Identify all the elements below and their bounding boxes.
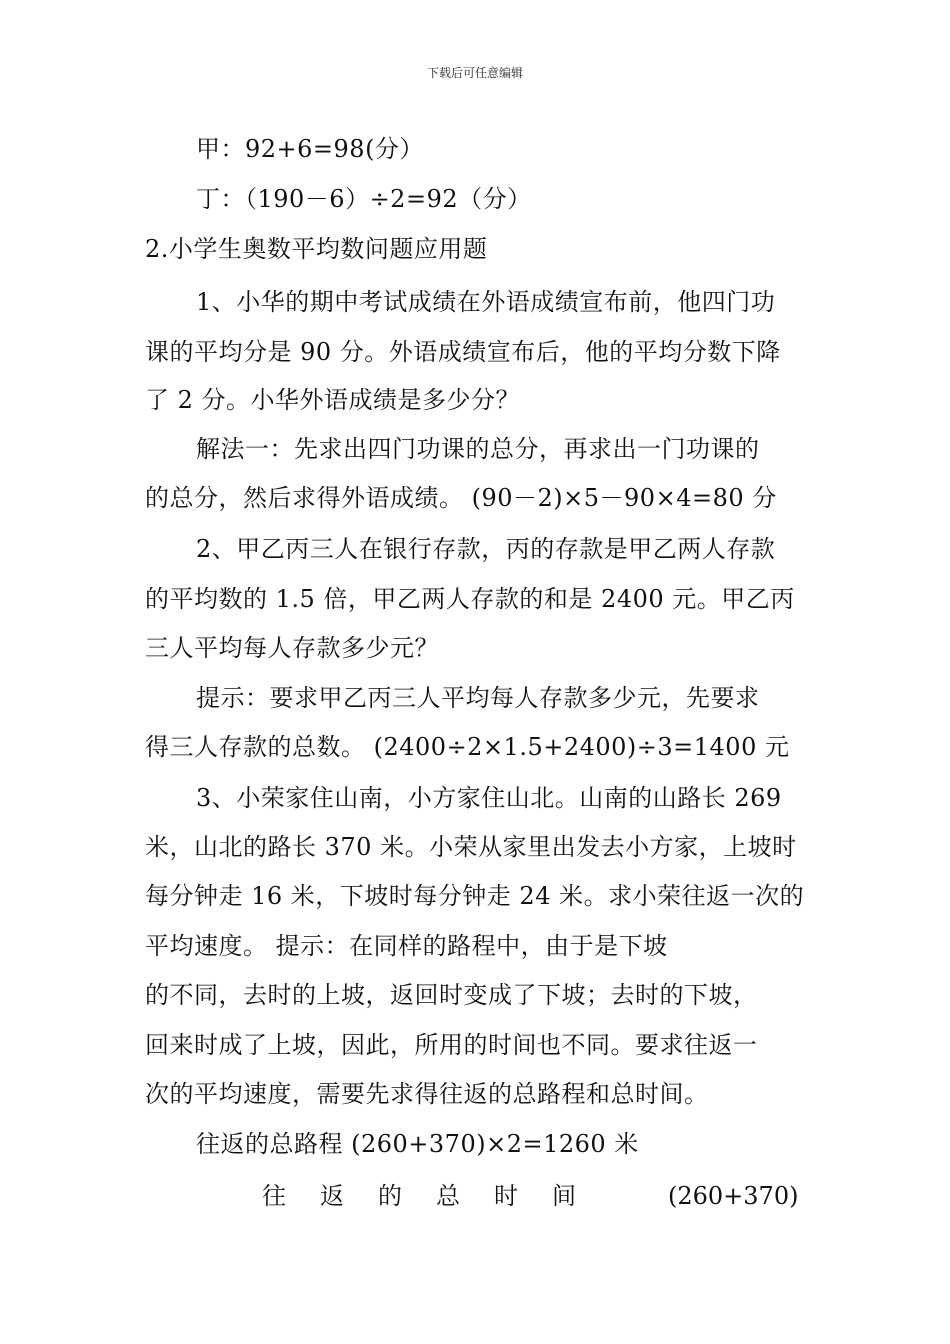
text-line: 每分钟走 16 米，下坡时每分钟走 24 米。求小荣往返一次的: [145, 882, 805, 910]
spread-char: 的: [378, 1182, 402, 1210]
text-line: 得三人存款的总数。 (2400÷2×1.5+2400)÷3=1400 元: [145, 733, 790, 761]
spread-text-line: [262, 1180, 798, 1212]
text-line: 2、甲乙丙三人在银行存款，丙的存款是甲乙两人存款: [196, 535, 776, 563]
text-line: 了 2 分。小华外语成绩是多少分？: [145, 386, 521, 414]
text-line: 往返的总路程 (260+370)×2=1260 米: [196, 1130, 639, 1158]
text-line: 的总分，然后求得外语成绩。 (90－2)×5－90×4=80 分: [145, 484, 777, 512]
spread-char: 间: [552, 1182, 576, 1210]
text-line: 3、小荣家住山南，小方家住山北。山南的山路长 269: [196, 784, 782, 812]
text-line: 三人平均每人存款多少元？: [145, 634, 439, 662]
text-line: 米，山北的路长 370 米。小荣从家里出发去小方家，上坡时: [145, 833, 797, 861]
spread-char: 返: [320, 1182, 344, 1210]
text-line: 甲：92+6=98(分）: [196, 135, 424, 163]
spread-value: (260+370): [668, 1182, 799, 1210]
spread-char: 往: [262, 1182, 286, 1210]
text-line: 的平均数的 1.5 倍，甲乙两人存款的和是 2400 元。甲乙丙: [145, 585, 795, 613]
text-line: 1、小华的期中考试成绩在外语成绩宣布前，他四门功: [196, 288, 776, 316]
page-header: 下载后可任意编辑: [426, 66, 523, 80]
text-line: 课的平均分是 90 分。外语成绩宣布后，他的平均分数下降: [145, 338, 781, 366]
text-line: 的不同，去时的上坡，返回时变成了下坡；去时的下坡，: [145, 981, 758, 1009]
text-line: 解法一：先求出四门功课的总分，再求出一门功课的: [196, 435, 760, 463]
text-line: 平均速度。 提示：在同样的路程中，由于是下坡: [145, 932, 668, 960]
spread-char: 时: [494, 1182, 518, 1210]
text-line: 回来时成了上坡，因此，所用的时间也不同。要求往返一: [145, 1031, 758, 1059]
text-line: 次的平均速度，需要先求得往返的总路程和总时间。: [145, 1080, 709, 1108]
section-heading: 2.小学生奥数平均数问题应用题: [145, 235, 488, 263]
spread-char: 总: [436, 1182, 460, 1210]
text-line: 提示：要求甲乙丙三人平均每人存款多少元，先要求: [196, 684, 760, 712]
text-line: 丁：（190－6）÷2=92（分）: [196, 185, 532, 213]
